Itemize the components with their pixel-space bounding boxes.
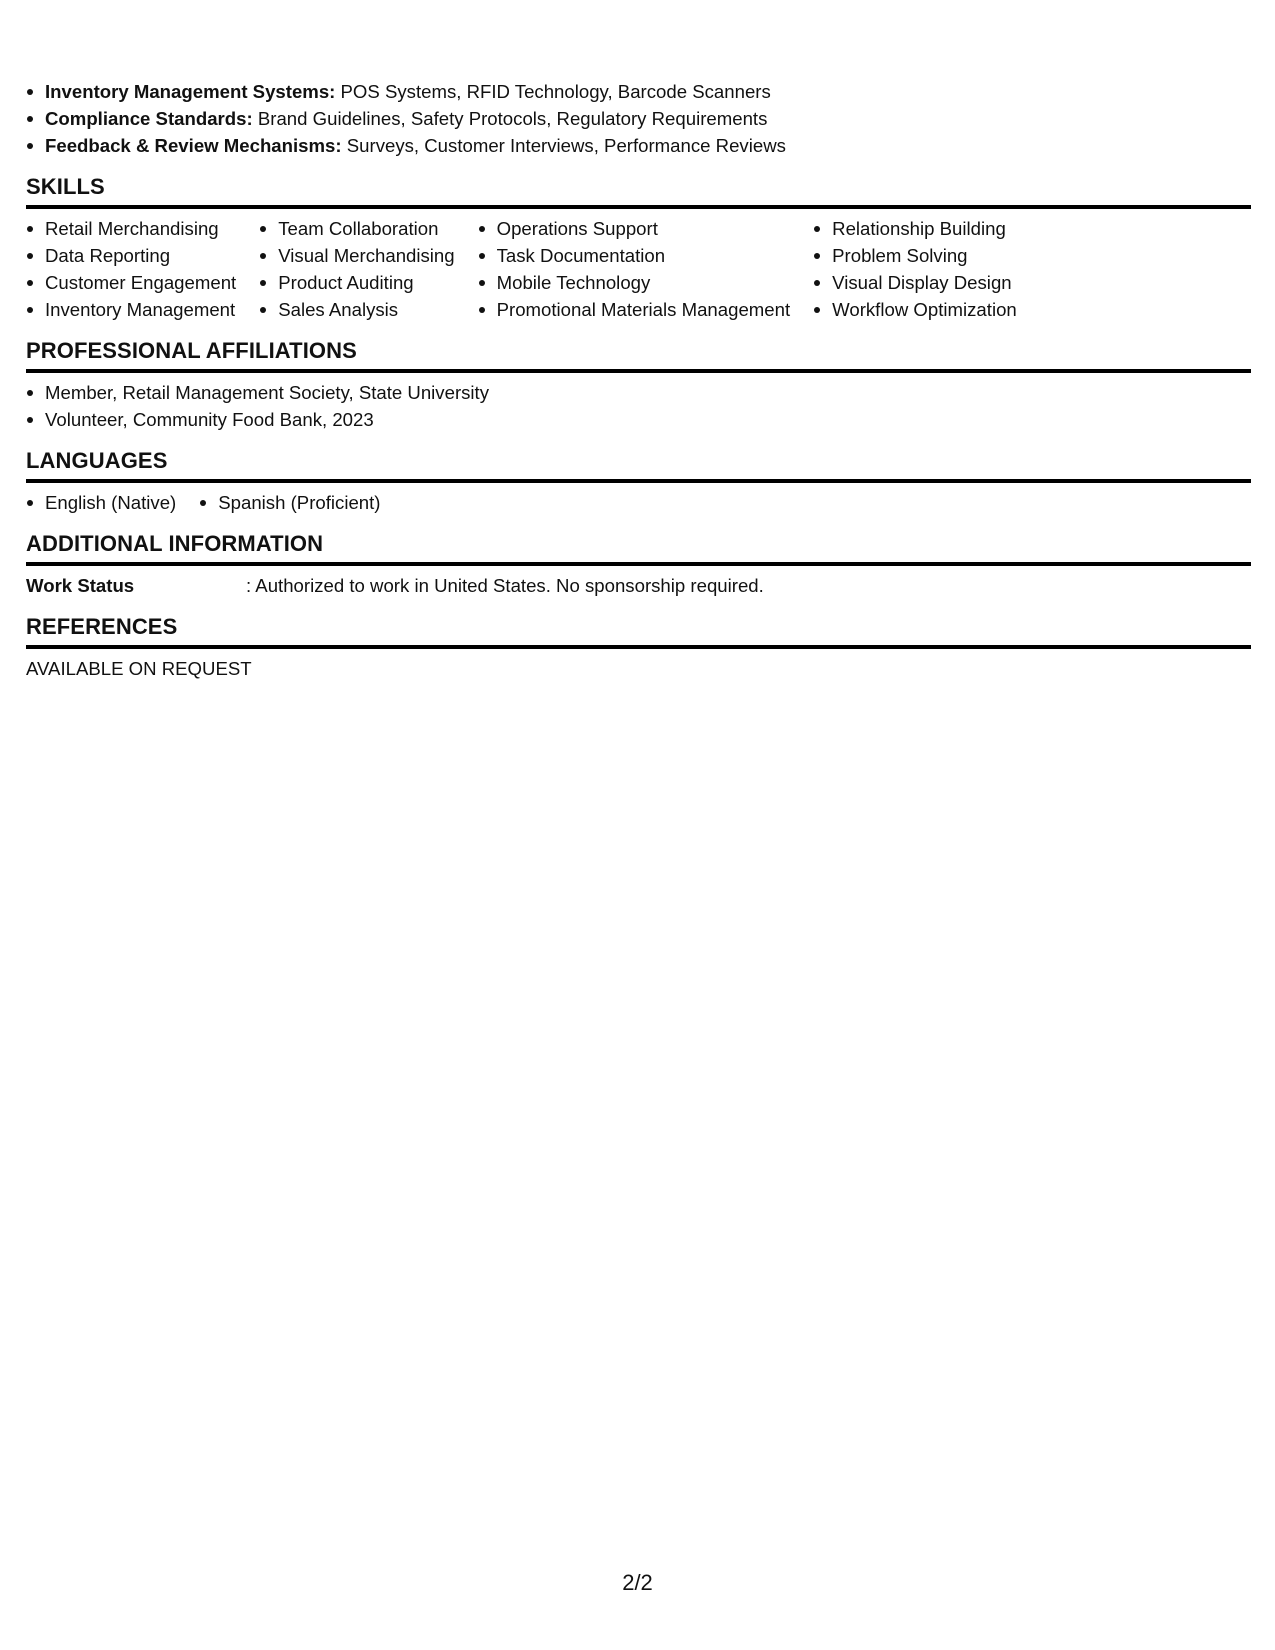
section-title: PROFESSIONAL AFFILIATIONS xyxy=(26,338,1251,373)
list-item xyxy=(26,105,1251,132)
page-number: 2/2 xyxy=(622,1570,653,1595)
skill-item: Operations Support xyxy=(478,215,791,242)
list-item xyxy=(26,78,1251,105)
skill-item: Retail Merchandising xyxy=(26,215,236,242)
section-title: REFERENCES xyxy=(26,614,1251,649)
skills-grid xyxy=(26,209,1251,323)
skill-item: Visual Merchandising xyxy=(259,242,454,269)
affiliation-item: Member, Retail Management Society, State University xyxy=(26,379,1251,406)
language-item: Spanish (Proficient) xyxy=(199,489,380,516)
affiliations-list xyxy=(26,379,1251,433)
section-title: LANGUAGES xyxy=(26,448,1251,483)
skill-item: Task Documentation xyxy=(478,242,791,269)
item-label: Feedback & Review Mechanisms: xyxy=(45,135,342,156)
skills-column xyxy=(259,215,454,323)
skill-item: Mobile Technology xyxy=(478,269,791,296)
item-label: Inventory Management Systems: xyxy=(45,81,336,102)
language-column xyxy=(26,489,199,516)
skill-item: Customer Engagement xyxy=(26,269,236,296)
languages-section xyxy=(26,448,1251,516)
skill-item: Product Auditing xyxy=(259,269,454,296)
skill-item: Inventory Management xyxy=(26,296,236,323)
skills-column xyxy=(813,215,1017,323)
list-item xyxy=(26,132,1251,159)
work-status-row xyxy=(26,572,1251,599)
skills-column xyxy=(478,215,791,323)
affiliation-item: Volunteer, Community Food Bank, 2023 xyxy=(26,406,1251,433)
section-title: ADDITIONAL INFORMATION xyxy=(26,531,1251,566)
item-label: Compliance Standards: xyxy=(45,108,253,129)
skill-item: Visual Display Design xyxy=(813,269,1017,296)
skills-section xyxy=(26,174,1251,323)
section-title: SKILLS xyxy=(26,174,1251,209)
work-status-label: Work Status xyxy=(26,575,135,596)
tools-list xyxy=(26,78,1251,159)
item-value: Brand Guidelines, Safety Protocols, Regulatory Requirements xyxy=(252,108,768,129)
skill-item: Sales Analysis xyxy=(259,296,454,323)
item-value: Surveys, Customer Interviews, Performance Reviews xyxy=(341,135,786,156)
language-item: English (Native) xyxy=(26,489,176,516)
references-text: AVAILABLE ON REQUEST xyxy=(26,658,252,679)
skill-item: Workflow Optimization xyxy=(813,296,1017,323)
languages-list xyxy=(26,483,1251,516)
affiliations-section xyxy=(26,338,1251,433)
skill-item: Promotional Materials Management xyxy=(478,296,791,323)
work-status-value: : Authorized to work in United States. No sponsorship required. xyxy=(246,575,764,596)
language-column xyxy=(199,489,403,516)
resume-page-content xyxy=(26,78,1251,682)
item-value: POS Systems, RFID Technology, Barcode Scanners xyxy=(335,81,771,102)
skills-column xyxy=(26,215,236,323)
skill-item: Relationship Building xyxy=(813,215,1017,242)
additional-info-section xyxy=(26,531,1251,599)
references-section xyxy=(26,614,1251,682)
skill-item: Problem Solving xyxy=(813,242,1017,269)
skill-item: Data Reporting xyxy=(26,242,236,269)
skill-item: Team Collaboration xyxy=(259,215,454,242)
